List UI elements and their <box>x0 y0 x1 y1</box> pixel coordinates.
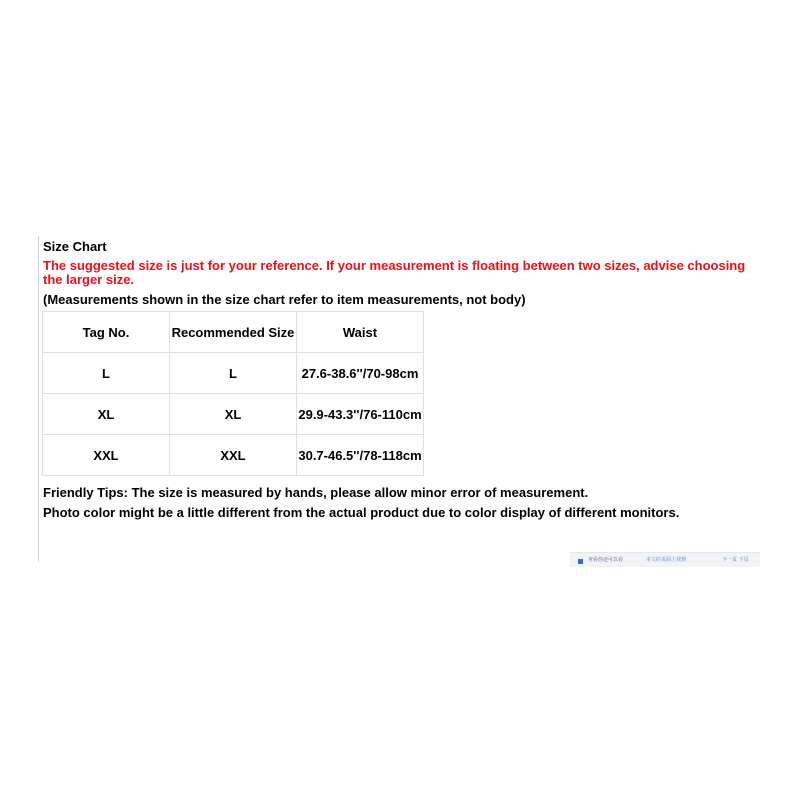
cell-recommended: XL <box>170 394 297 435</box>
embedded-screenshot-fragment <box>570 552 760 567</box>
cell-waist: 30.7-46.5''/78-118cm <box>297 435 424 476</box>
measurement-note: (Measurements shown in the size chart refer to item measurements, not body) <box>43 292 526 307</box>
cell-tag: XL <box>43 394 170 435</box>
header-waist: Waist <box>297 312 424 353</box>
page-title: Size Chart <box>43 239 107 254</box>
cell-waist: 27.6-38.6''/70-98cm <box>297 353 424 394</box>
cell-recommended: L <box>170 353 297 394</box>
cell-tag: L <box>43 353 170 394</box>
fragment-link: 本文的页面上找到 <box>646 557 687 563</box>
header-recommended-size: Recommended Size <box>170 312 297 353</box>
fragment-text: 查看你还可以看 <box>588 557 624 563</box>
cell-recommended: XXL <box>170 435 297 476</box>
table-row <box>43 353 424 394</box>
color-disclaimer: Photo color might be a little different from the actual product due to color display of different monitors. <box>43 505 680 520</box>
table-row <box>43 435 424 476</box>
blue-square-icon <box>578 559 583 564</box>
size-chart-document <box>38 236 763 562</box>
cell-tag: XXL <box>43 435 170 476</box>
table-header-row <box>43 312 424 353</box>
size-warning: The suggested size is just for your reference. If your measurement is floating between two sizes, advise choosing the larger size. <box>43 258 746 287</box>
header-tag-no: Tag No. <box>43 312 170 353</box>
fragment-link: 下一页 下页 <box>722 557 749 563</box>
size-table <box>42 311 424 476</box>
table-row <box>43 394 424 435</box>
cell-waist: 29.9-43.3''/76-110cm <box>297 394 424 435</box>
friendly-tip: Friendly Tips: The size is measured by hands, please allow minor error of measurement. <box>43 485 589 500</box>
